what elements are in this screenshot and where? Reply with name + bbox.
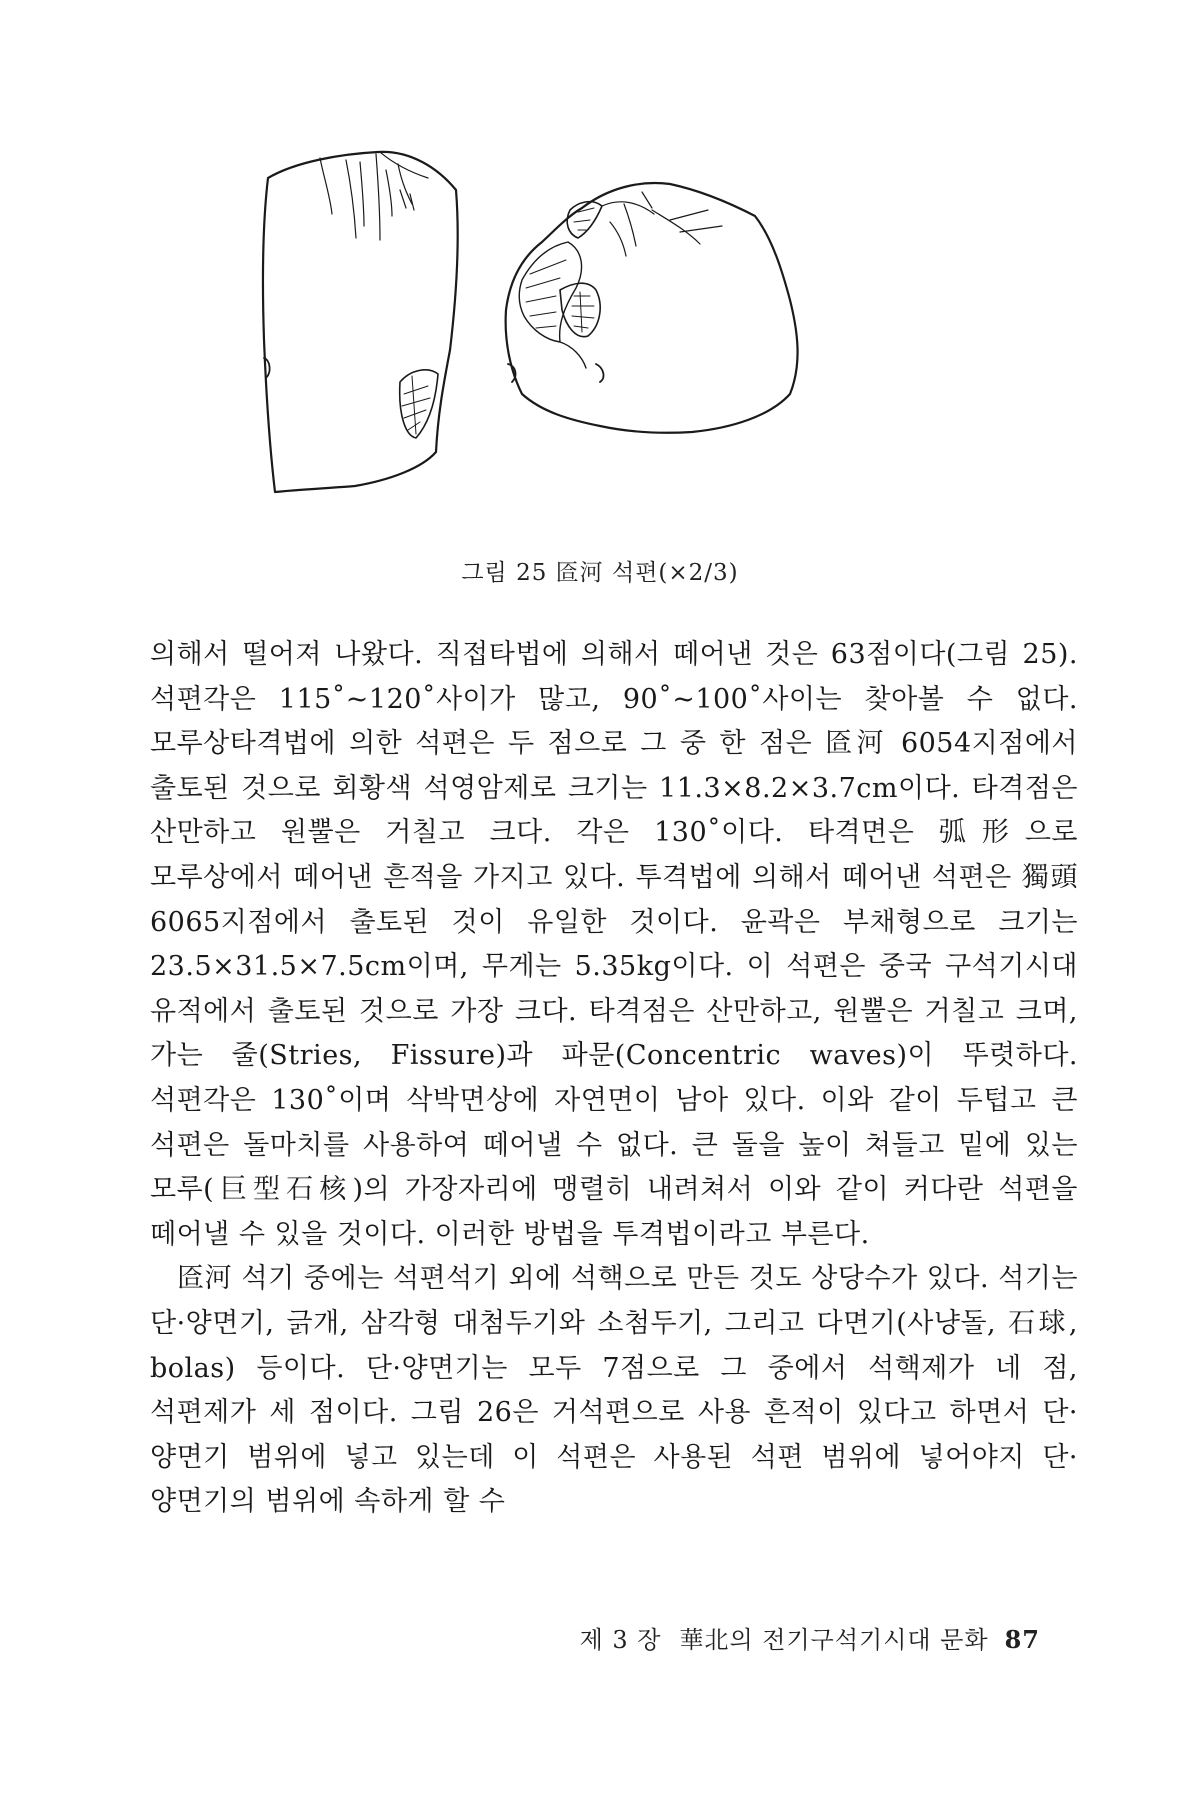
figure-caption: 그림 25 匼河 석편(×2/3) bbox=[461, 560, 739, 586]
footer-title: 華北의 전기구석기시대 문화 bbox=[679, 1626, 989, 1654]
figure-stone-flakes bbox=[260, 150, 910, 530]
paragraph-1: 의해서 떨어져 나왔다. 직접타법에 의해서 떼어낸 것은 63점이다(그림 25). 석편각은 115˚~120˚사이가 많고, 90˚~100˚사이는 찾아볼 수 없다. 모루상타격법에 의한 석편은 두 점으로 그 중 한 점은 匼河 6054지점에서 출토된 것으로 회황색 석영암제로 크기는 11.3×8.2×3.7cm이다. 타격점은 산만하고 원뿔은 거칠고 크다. 각은 130˚이다. 타격면은 弧形으로 모루상에서 떼어낸 흔적을 가지고 있다. 투격법에 의해서 떼어낸 석편은 獨頭 6065지점에서 출토된 것이 유일한 것이다. 윤곽은 부채형으로 크기는 23.5×31.5×7.5cm이며, 무게는 5.35kg이다. 이 석편은 중국 구석기시대 유적에서 출토된 것으로 가장 크다. 타격점은 산만하고, 원뿔은 거칠고 크며, 가는 줄(Stries, Fissure)과 파문(Concentric waves)이 뚜렷하다. 석편각은 130˚이며 삭박면상에 자연면이 남아 있다. 이와 같이 두텁고 큰 석편은 돌마치를 사용하여 떼어낼 수 없다. 큰 돌을 높이 쳐들고 밑에 있는 모루(巨型石核)의 가장자리에 맹렬히 내려쳐서 이와 같이 커다란 석편을 떼어낼 수 있을 것이다. 이러한 방법을 투격법이라고 부른다. bbox=[150, 639, 1078, 1250]
paragraph-2: 匼河 석기 중에는 석편석기 외에 석핵으로 만든 것도 상당수가 있다. 석기는 단·양면기, 긁개, 삼각형 대첨두기와 소첨두기, 그리고 다면기(사냥돌, 石球, bolas) 등이다. 단·양면기는 모두 7점으로 그 중에서 석핵제가 네 점, 석편제가 세 점이다. 그림 26은 거석편으로 사용 흔적이 있다고 하면서 단·양면기 범위에 넣고 있는데 이 석편은 사용된 석편 범위에 넣어야지 단·양면기의 범위에 속하게 할 수 bbox=[150, 1263, 1078, 1518]
stone-flake-right-drawing bbox=[506, 183, 798, 433]
stone-flake-left-drawing bbox=[263, 152, 458, 492]
body-text bbox=[150, 633, 1078, 1525]
footer-chapter: 제 3 장 bbox=[579, 1626, 662, 1654]
page-number: 87 bbox=[1004, 1625, 1040, 1654]
page-footer bbox=[580, 1620, 1040, 1655]
